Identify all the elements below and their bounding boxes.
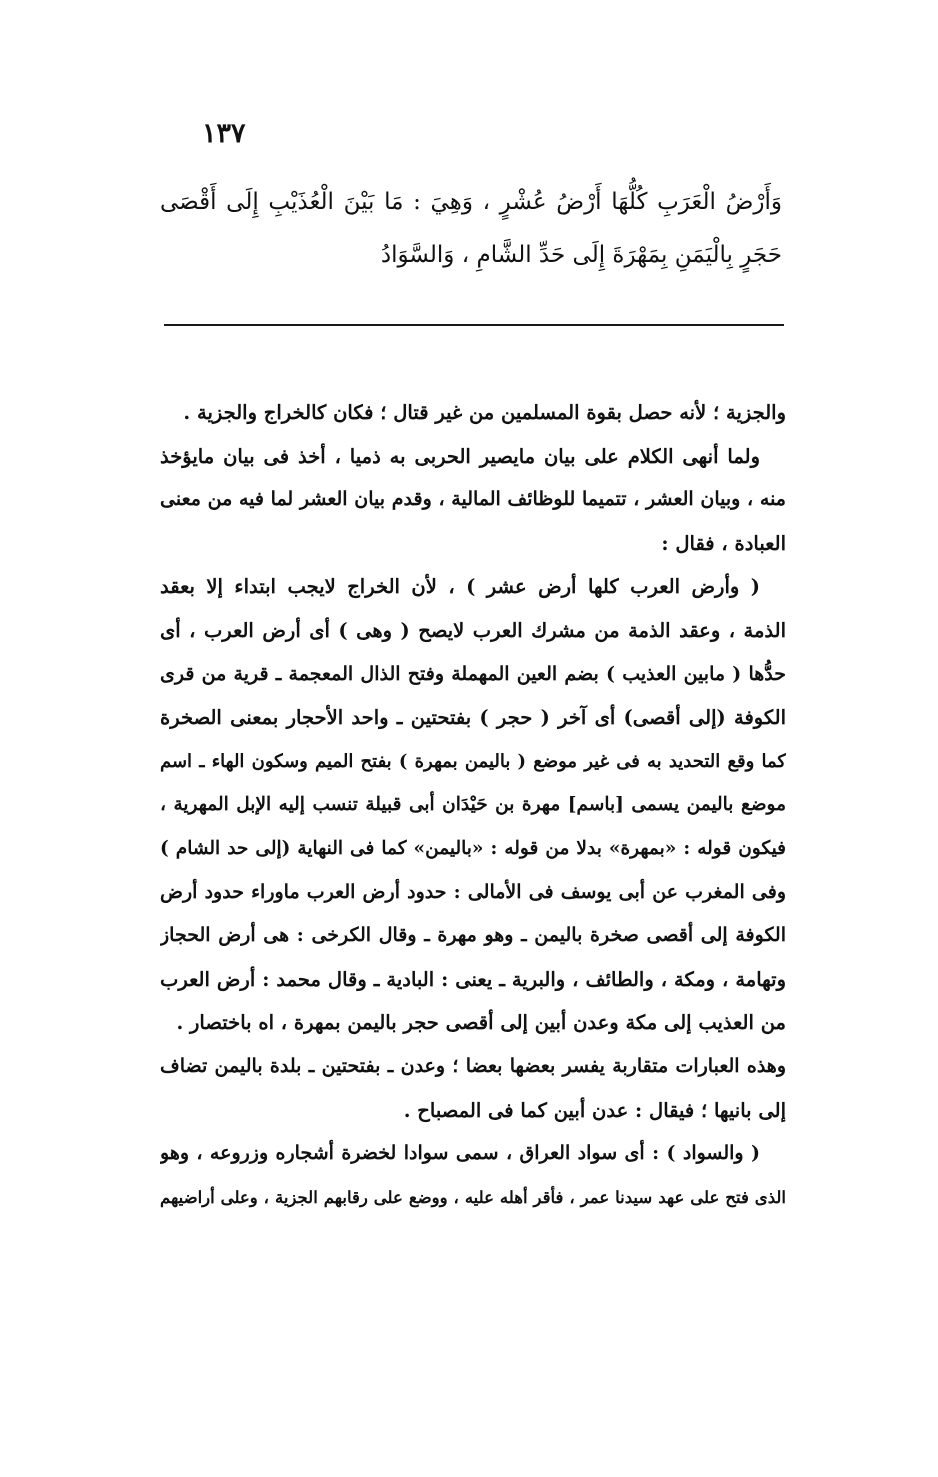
commentary-line: وتهامة ، ومكة ، والطائف ، والبرية ـ يعنى : البادية ـ وقال محمد : أرض العرب (160, 967, 786, 991)
commentary-text (160, 391, 786, 1219)
commentary-line: كما وقع التحديد به فى غير موضع ( باليمن بمهرة ) بفتح الميم وسكون الهاء ـ اسم (160, 750, 786, 772)
page-number: ١٣٧ (202, 118, 246, 149)
commentary-line: العبادة ، فقال : (661, 531, 786, 555)
commentary-line: ( والسواد ) : أى سواد العراق ، سمى سوادا لخضرة أشجاره وزروعه ، وهو (160, 1142, 760, 1165)
commentary-line: الذمة ، وعقد الذمة من مشرك العرب لايصح ( وهى ) أى أرض العرب ، أى (160, 618, 786, 642)
main-text (160, 176, 782, 282)
main-text-line: وَأَرْضُ الْعَرَبِ كُلُّهَا أَرْضُ عُشْرٍ ، وَهِيَ : مَا بَيْنَ الْعُذَيْبِ إِلَى أَقْصَى (160, 189, 782, 215)
commentary-line: فيكون قوله : «بمهرة» بدلا من قوله : «باليمن» كما فى النهاية (إلى حد الشام ) (160, 837, 786, 859)
commentary-line: ( وأرض العرب كلها أرض عشر ) ، لأن الخراج لايجب ابتداء إلا بعقد (160, 575, 760, 599)
commentary-line: ولما أنهى الكلام على بيان مايصير الحربى به ذميا ، أخذ فى بيان مايؤخذ (160, 444, 760, 468)
commentary-line: حدُّها ( مابين العذيب ) بضم العين المهملة وفتح الذال المعجمة ـ قرية من قرى (160, 662, 786, 685)
commentary-line: منه ، وبيان العشر ، تتميما للوظائف المالية ، وقدم بيان العشر لما فيه من معنى (160, 488, 786, 511)
commentary-line: موضع باليمن يسمى [باسم] مهرة بن حَيْدَان أبى قبيلة تنسب إليه الإبل المهرية ، (160, 794, 786, 816)
commentary-line: وهذه العبارات متقاربة يفسر بعضها بعضا ؛ وعدن ـ بفتحتين ـ بلدة باليمن تضاف (160, 1054, 786, 1077)
section-divider (164, 324, 784, 326)
commentary-line: وفى المغرب عن أبى يوسف فى الأمالى : حدود أرض العرب ماوراء حدود أرض (160, 880, 786, 903)
commentary-line: الكوفة إلى أقصى صخرة باليمن ـ وهو مهرة ـ وقال الكرخى : هى أرض الحجاز (160, 924, 786, 947)
commentary-line: إلى بانيها ؛ فيقال : عدن أبين كما فى المصباح . (403, 1098, 786, 1122)
commentary-line: والجزية ؛ لأنه حصل بقوة المسلمين من غير قتال ؛ فكان كالخراج والجزية . (183, 401, 786, 424)
commentary-line: الكوفة (إلى أقصى) أى آخر ( حجر ) بفتحتين ـ واحد الأحجار بمعنى الصخرة (160, 706, 786, 730)
main-text-line: حَجَرٍ بِالْيَمَنِ بِمَهْرَةَ إِلَى حَدِّ الشَّامِ ، وَالسَّوَادُ (380, 242, 782, 268)
commentary-line: من العذيب إلى مكة وعدن أبين إلى أقصى حجر باليمن بمهرة ، اه باختصار . (176, 1011, 786, 1035)
commentary-line: الذى فتح على عهد سيدنا عمر ، فأقر أهله عليه ، ووضع على رقابهم الجزية ، وعلى أراضيهم (160, 1187, 786, 1207)
